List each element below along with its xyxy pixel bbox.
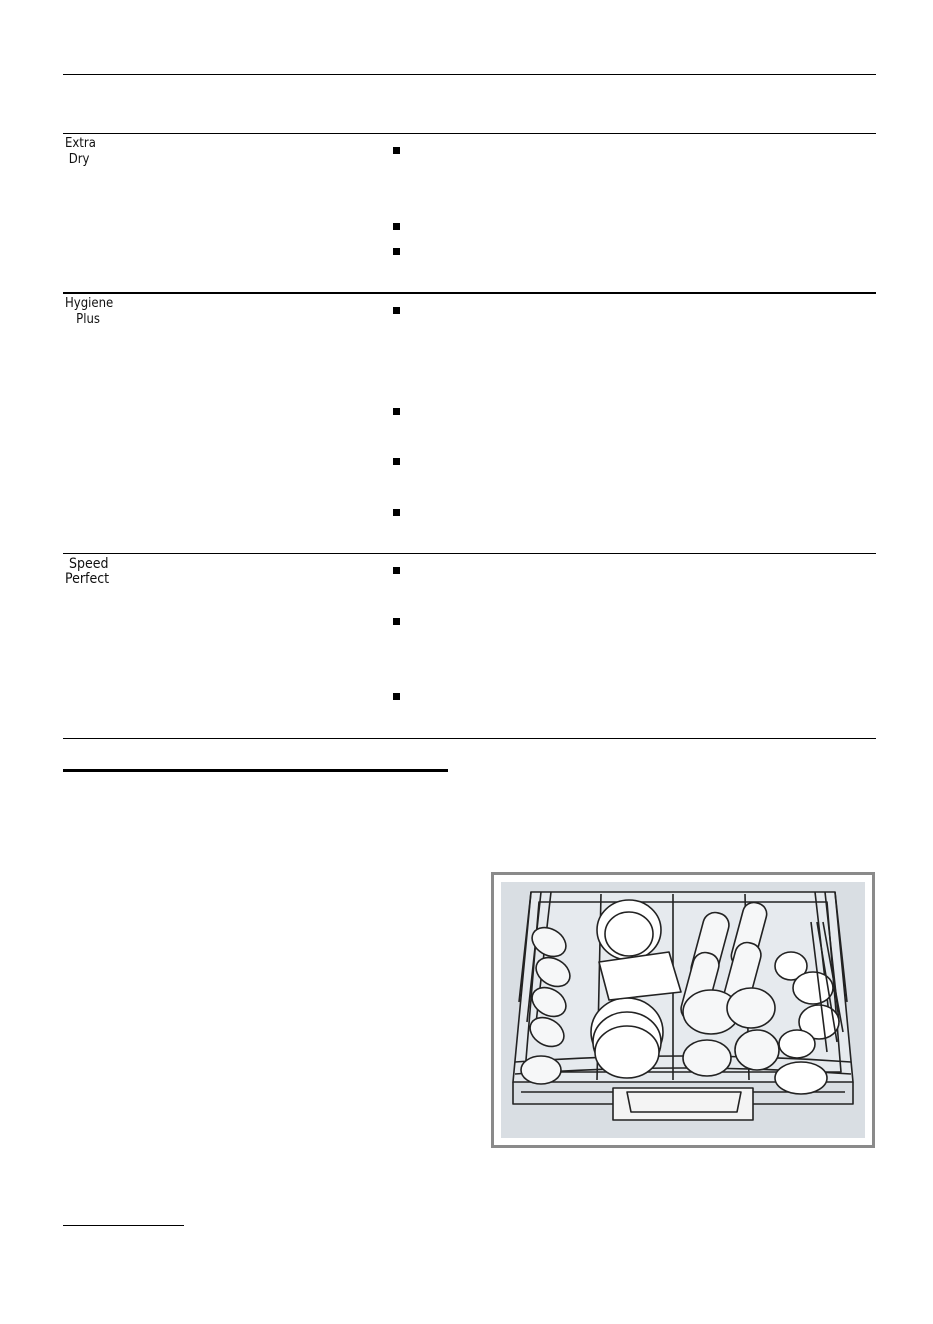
basket-drawing	[501, 882, 865, 1138]
bullet-icon	[393, 248, 400, 255]
option-label-hygiene-plus: Hygiene Plus	[65, 296, 114, 327]
bullet-icon	[393, 618, 400, 625]
header-rule	[63, 74, 876, 75]
row-divider	[63, 292, 876, 294]
bullet-icon	[393, 693, 400, 700]
illustration-background	[501, 882, 865, 1138]
bullet-icon	[393, 458, 400, 465]
option-label-speed-perfect: Speed Perfect	[65, 556, 110, 587]
bullet-icon	[393, 147, 400, 154]
option-label-extra-dry: Extra Dry	[65, 136, 96, 167]
bullet-icon	[393, 509, 400, 516]
dishwasher-basket-illustration	[491, 872, 875, 1148]
footnote-rule	[63, 1225, 184, 1226]
table-bottom-rule	[63, 738, 876, 739]
section-heading-rule	[63, 769, 448, 772]
bullet-icon	[393, 408, 400, 415]
table-top-rule	[63, 133, 876, 134]
row-divider	[63, 553, 876, 554]
bullet-icon	[393, 307, 400, 314]
bullet-icon	[393, 567, 400, 574]
bullet-icon	[393, 223, 400, 230]
